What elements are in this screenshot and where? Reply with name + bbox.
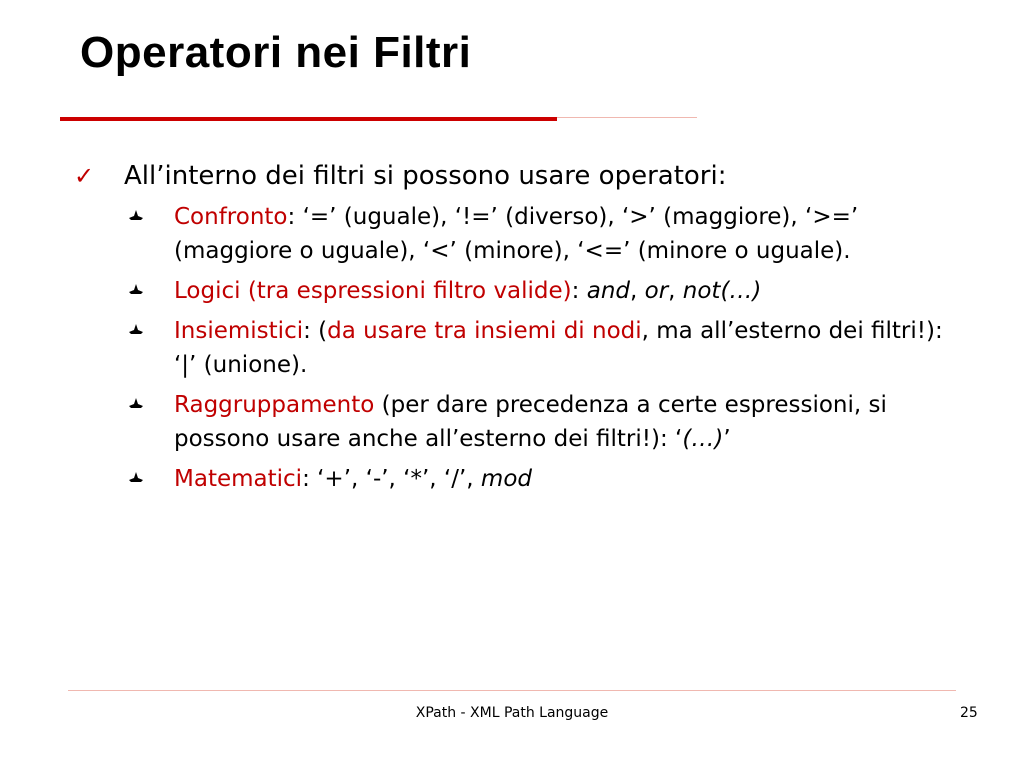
item-italic: (…) [682,426,724,452]
list-item-raggruppamento [174,388,944,456]
list-item-matematici [174,462,944,496]
item-separator: : [287,204,303,230]
item-separator: : ( [303,318,328,344]
hat-icon [129,388,143,422]
item-text: ‘+’, ‘-’, ‘*’, ‘/’, [317,466,481,492]
item-separator: ’ [723,426,731,452]
item-heading: Insiemistici [174,318,304,344]
item-subheading: da usare tra insiemi di nodi [327,318,642,344]
item-separator: , [630,278,645,304]
hat-icon [129,462,143,496]
item-heading: Matematici [174,466,303,492]
list-item-insiemistici [174,314,944,382]
slide-title: Operatori nei Filtri [80,28,472,77]
item-separator: , [668,278,683,304]
item-text: ‘=’ (uguale), ‘!=’ (diverso), ‘>’ (maggiore), ‘>=’ (maggiore o uguale), ‘<’ (minore), ‘<=’ (minore o uguale). [174,204,859,264]
main-point-text: All’interno dei filtri si possono usare operatori: [124,161,727,191]
item-heading: Confronto [174,204,288,230]
item-separator: : [571,278,587,304]
hat-icon [129,200,143,234]
title-underline-thick [60,117,557,121]
footer-title: XPath - XML Path Language [415,705,609,721]
hat-icon [129,274,143,308]
hat-icon [129,314,143,348]
operator-not: not(…) [682,278,762,304]
slide-body [0,158,1024,502]
operator-and: and [586,278,630,304]
list-item-confronto [174,200,944,268]
item-text: (per dare precedenza a certe espressioni, si possono usare anche all’esterno dei filtri!): ‘ [174,392,887,452]
sub-bullet-list [0,200,1024,496]
title-underline-thin [557,117,697,118]
main-bullet-point [74,158,984,194]
list-item-logici [174,274,944,308]
page-number: 25 [960,705,978,721]
operator-mod: mod [480,466,532,492]
item-heading: Raggruppamento [174,392,375,418]
footer-divider [68,690,956,691]
operator-or: or [644,278,669,304]
item-text: , ma all’esterno dei filtri!): ‘|’ (unione). [174,318,943,378]
item-heading: Logici (tra espressioni filtro valide) [174,278,572,304]
checkmark-icon: ✓ [74,162,95,190]
item-separator: : [302,466,318,492]
